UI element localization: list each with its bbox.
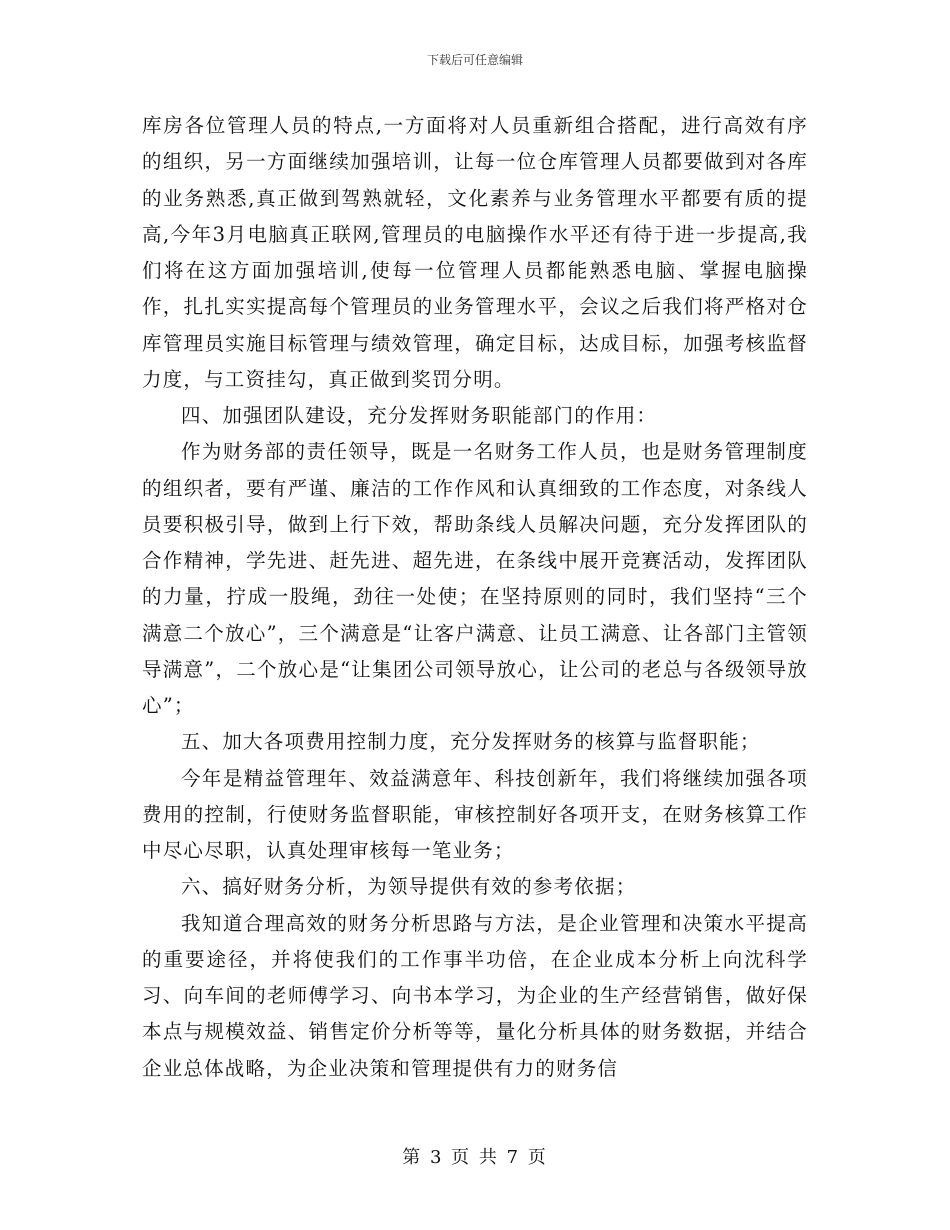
paragraph-financial-analysis: 我知道合理高效的财务分析思路与方法，是企业管理和决策水平提高的重要途径，并将使我们的工作事半功倍，在企业成本分析上向沈科学习、向车间的老师傅学习、向书本学习，为企业的生产经营销售，做好保本点与规模效益、销售定价分析等等，量化分析具体的财务数据，并结合企业总体战略，为企业决策和管理提供有力的财务信	[142, 911, 808, 1080]
page-header-note: 下载后可任意编辑	[426, 53, 523, 67]
document-body	[142, 108, 808, 1087]
section-heading-team-building: 四、加强团队建设，充分发挥财务职能部门的作用：	[181, 404, 658, 427]
paragraph-warehouse-management: 库房各位管理人员的特点,一方面将对人员重新组合搭配，进行高效有序的组织，另一方面继续加强培训，让每一位仓库管理人员都要做到对各库的业务熟悉,真正做到驾熟就轻，文化素养与业务管理水平都要有质的提高,今年3月电脑真正联网,管理员的电脑操作水平还有待于进一步提高,我们将在这方面加强培训,使每一位管理人员都能熟悉电脑、掌握电脑操作，扎扎实实提高每个管理员的业务管理水平，会议之后我们将严格对仓库管理员实施目标管理与绩效管理，确定目标，达成目标，加强考核监督力度，与工资挂勾，真正做到奖罚分明。	[142, 114, 808, 391]
paragraph-team-building: 作为财务部的责任领导，既是一名财务工作人员，也是财务管理制度的组织者，要有严谨、廉洁的工作作风和认真细致的工作态度，对条线人员要积极引导，做到上行下效，帮助条线人员解决问题，充分发挥团队的合作精神，学先进、赶先进、超先进，在条线中展开竞赛活动，发挥团队的力量，拧成一股绳，劲往一处使；在坚持原则的同时，我们坚持“三个满意二个放心”，三个满意是“让客户满意、让员工满意、让各部门主管领导满意”，二个放心是“让集团公司领导放心，让公司的老总与各级领导放心”；	[142, 440, 808, 717]
section-heading-financial-analysis: 六、搞好财务分析，为领导提供有效的参考依据；	[181, 875, 637, 899]
paragraph-cost-control: 今年是精益管理年、效益满意年、科技创新年，我们将继续加强各项费用的控制，行使财务监督职能，审核控制好各项开支，在财务核算工作中尽心尽职，认真处理审核每一笔业务；	[142, 766, 808, 862]
section-heading-cost-control: 五、加大各项费用控制力度，充分发挥财务的核算与监督职能；	[181, 730, 761, 754]
page-number-footer: 第 3 页 共 7 页	[402, 1147, 548, 1168]
